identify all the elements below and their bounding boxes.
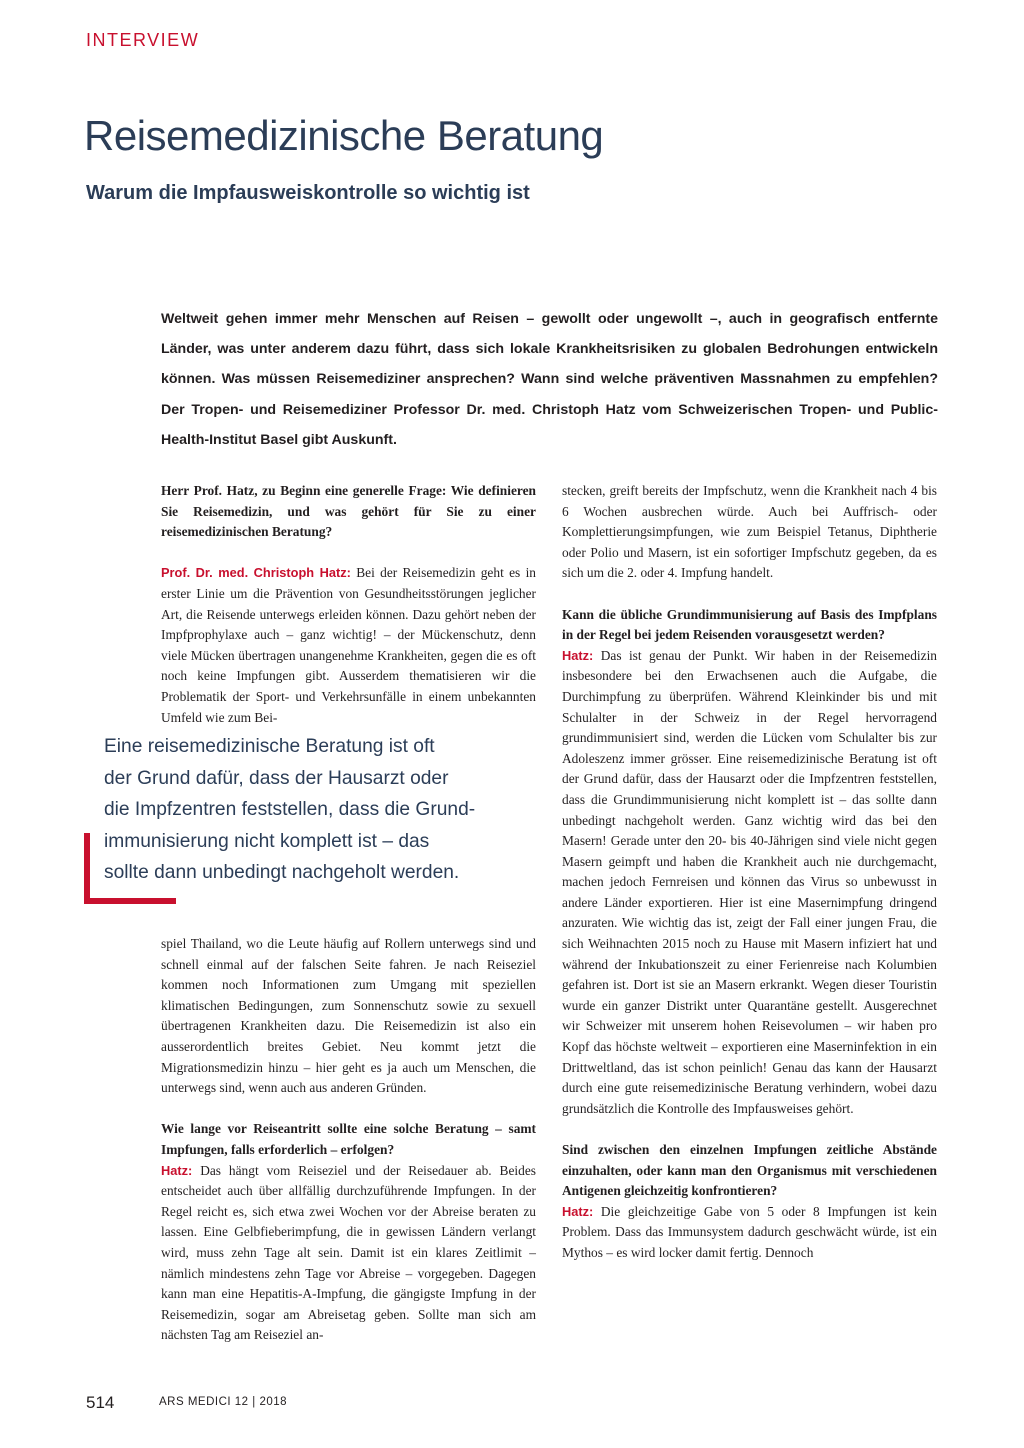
answer-4: [562, 1202, 937, 1264]
answer-3-text: Das ist genau der Punkt. Wir haben in der Reisemedizin insbesondere bei den Erwachsenen auch die Aufgabe, die Durchimpfung zu überprüfen. Während Kleinkinder bis und mit Schulalter in der Schweiz in der Regel hervorragend grundimmunisiert sind, werden die Lücken vom Schulalter bis zur Adoleszenz immer grösser. Eine reisemedizinische Beratung ist oft der Grund dafür, dass der Hausarzt oder die Impfzentren feststellen, dass die Grundimmunisierung nicht komplett ist – das sollte dann unbedingt nachgeholt werden. Ganz wichtig wird das bei den Masern! Gerade unter den 20- bis 40-Jährigen sind viele nicht gegen Masern geimpft und haben die Krankheit auch nie durchgemacht, machen jedoch Fernreisen und können das Virus so unbewusst in andere Länder exportieren. Hier ist eine Masernimpfung dringend anzuraten. Wie wichtig das ist, zeigt der Fall einer jungen Frau, die sich Weihnachten 2015 noch zu Hause mit Masern infiziert hat und während der Inkubationszeit zu einer Ferienreise nach Kolumbien gefahren ist. Dort ist sie an Masern erkrankt. Wegen dieser Touristin wurde ein ganzer Distrikt unter Quarantäne gestellt. Ausgerechnet wir Schweizer mit unserem hohen Reisevolumen – wir haben pro Kopf das höchste weltweit – exportieren eine Maserninfektion in ein Drittweltland, das ist schon peinlich! Genau das kann der Hausarzt durch eine gute reisemedizinische Beratung verhindern, wobei dazu grundsätzlich die Kontrolle des Impfausweises gehört.: [562, 647, 937, 1116]
journal-issue: ARS MEDICI 12 | 2018: [159, 1396, 288, 1408]
pull-quote-bracket-vertical: [84, 833, 90, 904]
question-1: Herr Prof. Hatz, zu Beginn eine generelle Frage: Wie definieren Sie Reisemedizin, und was gehört für Sie zu einer reisemedizinischen Beratung?: [161, 483, 536, 540]
pull-quote-bracket-horizontal: [84, 898, 176, 904]
speaker-label: Hatz:: [161, 1162, 193, 1178]
speaker-label: Prof. Dr. med. Christoph Hatz:: [161, 565, 351, 581]
pull-quote: [104, 731, 544, 889]
question-2: Wie lange vor Reiseantritt sollte eine solche Beratung – samt Impfungen, falls erforderlich – erfolgen?: [161, 1121, 536, 1157]
question-4: Sind zwischen den einzelnen Impfungen zeitliche Abstände einzuhalten, oder kann man den Organismus mit verschiedenen Antigenen gleichzeitig konfrontieren?: [562, 1142, 937, 1199]
speaker-label: Hatz:: [562, 647, 594, 663]
answer-2-continued: stecken, greift bereits der Impfschutz, wenn die Krankheit nach 4 bis 6 Wochen ausbrechen würde. Auch bei Auffrisch- oder Komplettierungsimpfungen, wie zum Beispiel Tetanus, Diphtherie oder Polio und Masern, ist ein sofortiger Impfschutz gegeben, da es sich um die 2. oder 4. Impfung handelt.: [562, 483, 937, 581]
answer-2-text: Das hängt vom Reiseziel und der Reisedauer ab. Beides entscheidet auch über allfällig durchzuführende Impfungen. In der Regel reicht es, sich etwa zwei Wochen vor der Abreise beraten zu lassen. Eine Gelbfieberimpfung, die in gewissen Ländern verlangt wird, muss zehn Tage alt sein. Damit ist ein klares Zeitlimit – nämlich mindestens zehn Tage vor Abreise – vorgegeben. Dagegen kann man eine Hepatitis-A-Impfung, die gängigste Impfung in der Reisemedizin, sogar am Abreisetag geben. Sollte man sich am nächsten Tag am Reiseziel an-: [161, 1162, 536, 1343]
answer-1: [161, 563, 536, 728]
article-lead: Weltweit gehen immer mehr Menschen auf Reisen – gewollt oder ungewollt –, auch in geografisch entfernte Länder, was unter anderem dazu führt, dass sich lokale Krankheitsrisiken zu globalen Bedrohungen entwickeln können. Was müssen Reisemediziner ansprechen? Wann sind welche präventiven Massnahmen zu empfehlen? Der Tropen- und Reisemediziner Professor Dr. med. Christoph Hatz vom Schweizerischen Tropen- und Public-Health-Institut Basel gibt Auskunft.: [161, 311, 938, 448]
column-right: [562, 481, 937, 1264]
pull-quote-line: immunisierung nicht komplett ist – das: [104, 830, 430, 852]
column-left-bottom: [161, 934, 536, 1346]
section-label: INTERVIEW: [86, 30, 200, 50]
answer-3: [562, 646, 937, 1120]
answer-1-text: Bei der Reisemedizin geht es in erster Linie um die Prävention von Gesundheitsstörungen jeglicher Art, die Reisende unterwegs erleiden können. Dazu gehört neben der Impfprophylaxe auch – ganz wichtig! – der Mückenschutz, denn viele Mücken übertragen unangenehme Krankheiten, gegen die es oft noch keine Impfungen gibt. Ausserdem thematisieren wir die Problematik der Sport- und Verkehrsunfälle in einem unbekannten Umfeld wie zum Bei-: [161, 565, 536, 725]
column-left-top: [161, 481, 536, 728]
question-3: Kann die übliche Grundimmunisierung auf Basis des Impfplans in der Regel bei jedem Reisenden vorausgesetzt werden?: [562, 606, 937, 643]
article-subtitle: Warum die Impfausweiskontrolle so wichtig ist: [86, 182, 530, 204]
answer-4-text: Die gleichzeitige Gabe von 5 oder 8 Impfungen ist kein Problem. Dass das Immunsystem dadurch geschwächt würde, ist ein Mythos – es wird locker damit fertig. Dennoch: [562, 1203, 937, 1260]
pull-quote-line: der Grund dafür, dass der Hausarzt oder: [104, 767, 449, 789]
answer-1-continued: spiel Thailand, wo die Leute häufig auf Rollern unterwegs sind und schnell einmal auf der falschen Seite fahren. Je nach Reiseziel kommen noch Informationen zum Umgang mit speziellen klimatischen Bedingungen, zum Sonnenschutz sowie zu sexuell übertragenen Krankheiten dazu. Die Reisemedizin ist also ein ausserordentlich breites Gebiet. Neu kommt jetzt die Migrationsmedizin hinzu – hier geht es ja auch um Menschen, die unterwegs sind, wenn auch aus anderen Gründen.: [161, 936, 536, 1096]
pull-quote-line: sollte dann unbedingt nachgeholt werden.: [104, 862, 460, 883]
pull-quote-line: die Impfzentren feststellen, dass die Grund-: [104, 799, 476, 820]
pull-quote-line: Eine reisemedizinische Beratung ist oft: [104, 736, 435, 757]
article-title: Reisemedizinische Beratung: [84, 112, 604, 159]
answer-2: [161, 1161, 536, 1346]
page-number: 514: [86, 1393, 115, 1412]
speaker-label: Hatz:: [562, 1203, 594, 1219]
